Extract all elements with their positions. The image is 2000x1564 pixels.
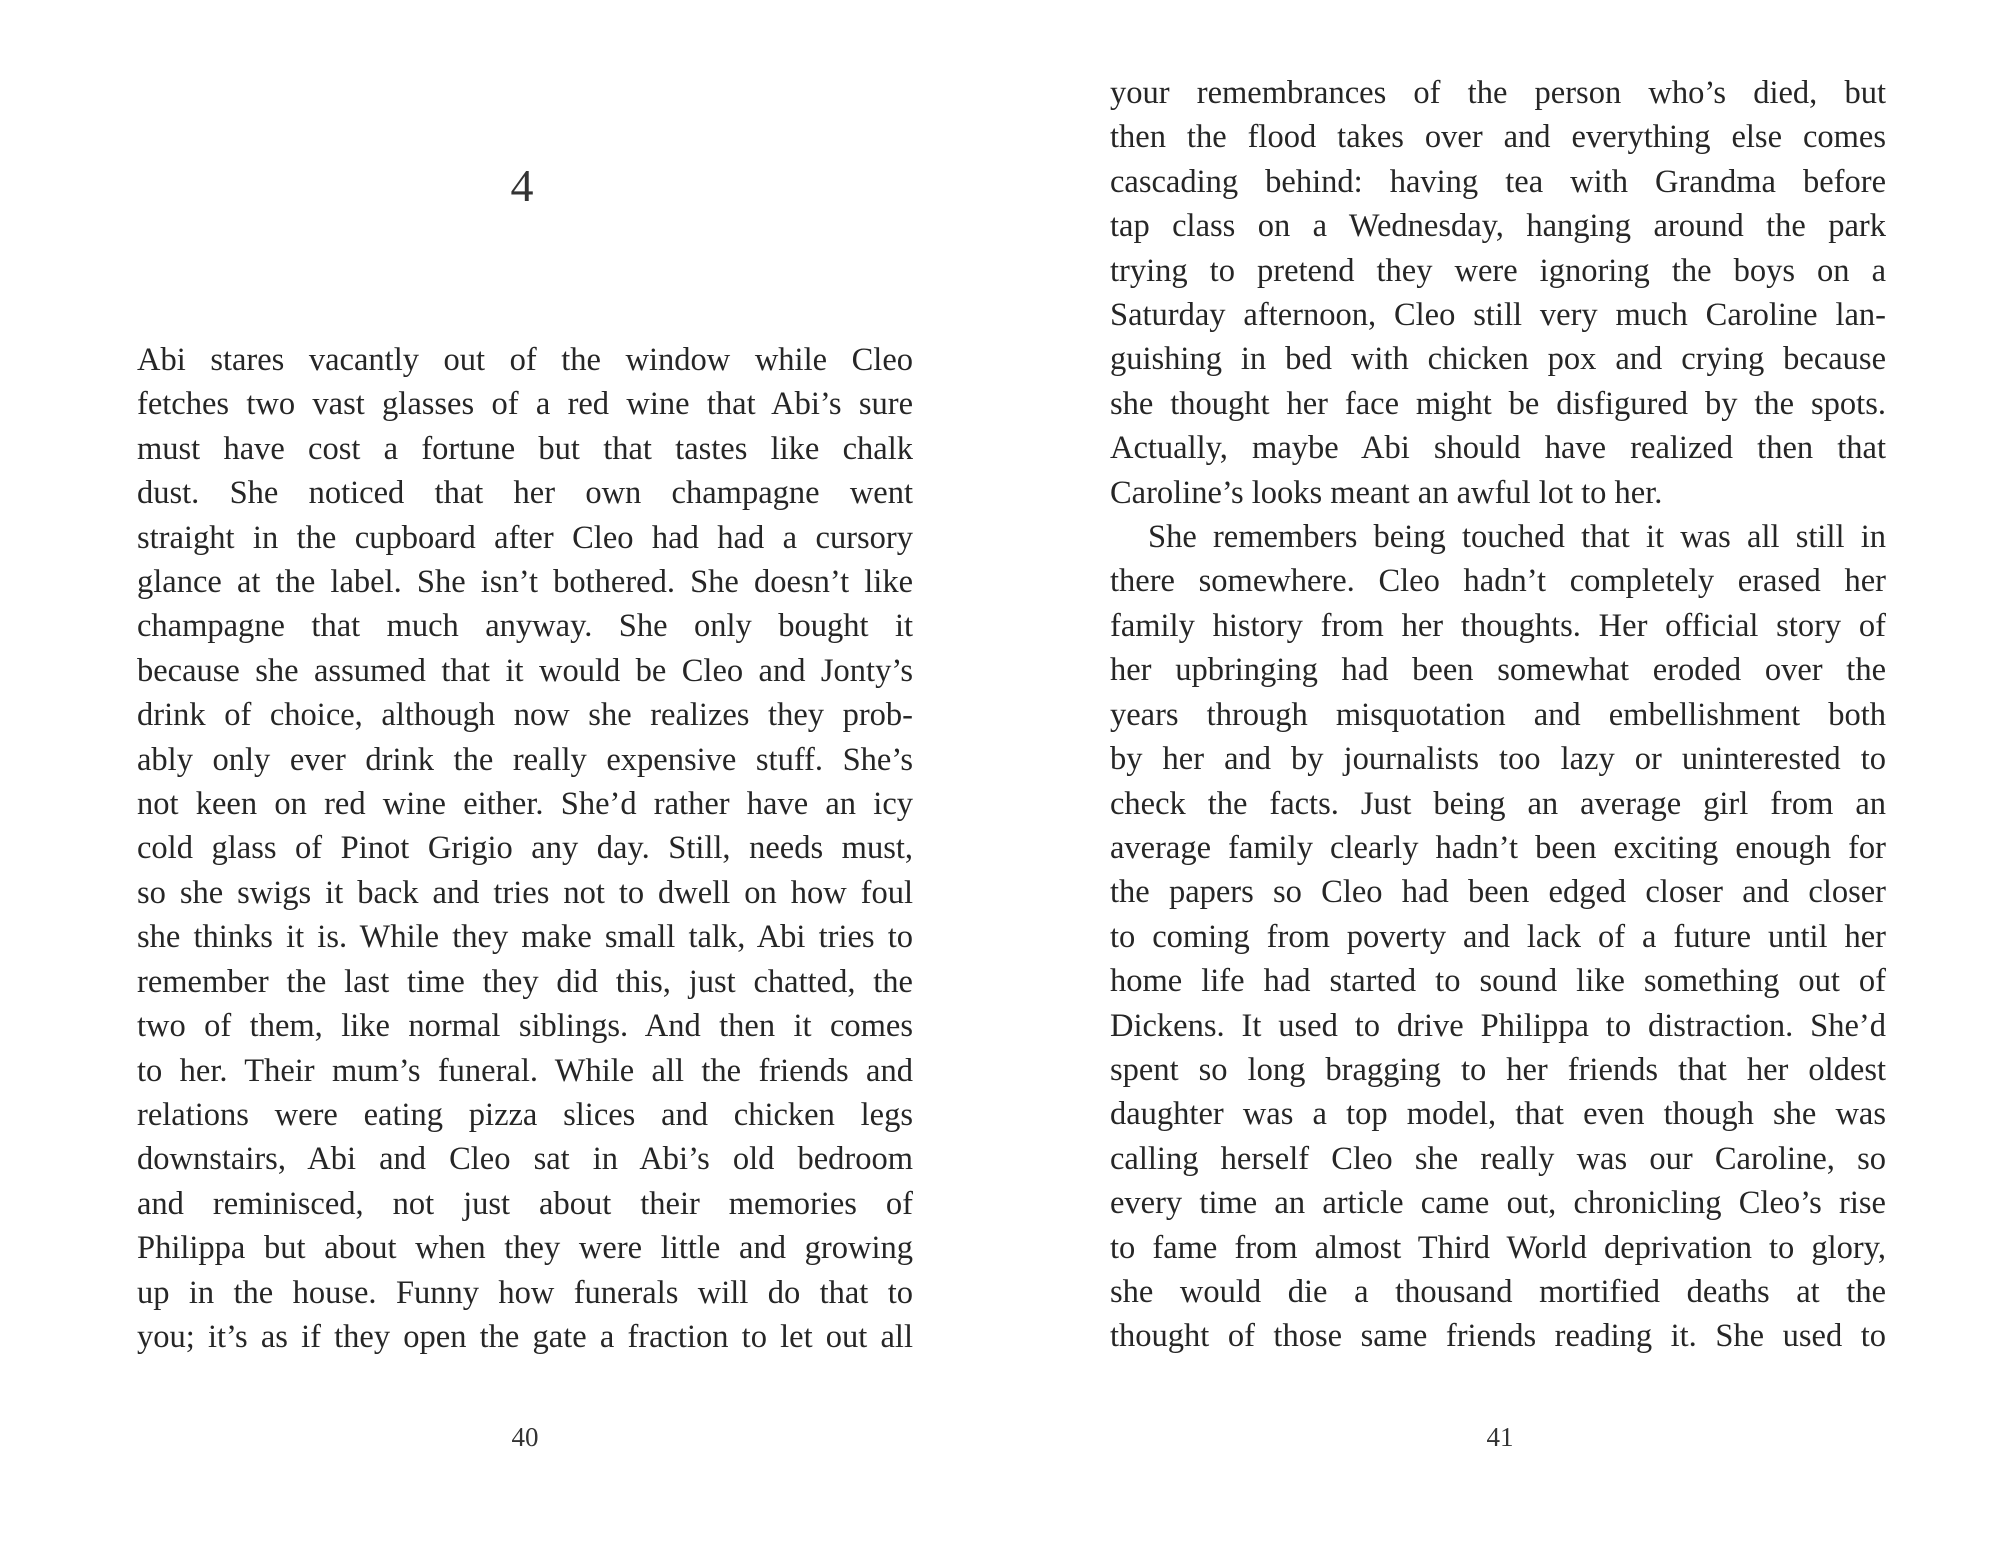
right-page <box>1000 0 2000 1564</box>
text-line: trying to pretend they were ignoring the boys on a <box>1110 252 1886 289</box>
text-line: ably only ever drink the really expensive stuff. She’s <box>137 741 913 778</box>
text-line: champagne that much anyway. She only bought it <box>137 608 913 645</box>
text-line: years through misquotation and embellishment both <box>1110 696 1886 733</box>
text-line: her upbringing had been somewhat eroded over the <box>1110 652 1886 689</box>
chapter-number: 4 <box>510 160 534 211</box>
text-line: average family clearly hadn’t been exciting enough for <box>1110 829 1886 866</box>
text-line: every time an article came out, chronicling Cleo’s rise <box>1110 1185 1886 1222</box>
text-line: to fame from almost Third World deprivation to glory, <box>1110 1229 1886 1266</box>
text-line: cascading behind: having tea with Grandma before <box>1110 163 1886 200</box>
text-line: Dickens. It used to drive Philippa to distraction. She’d <box>1110 1007 1886 1044</box>
text-line: Philippa but about when they were little and growing <box>137 1230 913 1267</box>
text-line: there somewhere. Cleo hadn’t completely erased her <box>1110 563 1886 600</box>
text-line: calling herself Cleo she really was our Caroline, so <box>1110 1140 1886 1177</box>
text-line: you; it’s as if they open the gate a fraction to let out all <box>137 1318 913 1355</box>
page-number: 40 <box>511 1422 539 1452</box>
text-line: remember the last time they did this, just chatted, the <box>137 963 913 1000</box>
text-line: by her and by journalists too lazy or uninterested to <box>1110 741 1886 778</box>
text-line: she would die a thousand mortified deaths at the <box>1110 1273 1886 1310</box>
page-number: 41 <box>1486 1422 1514 1452</box>
text-line: then the flood takes over and everything else comes <box>1110 119 1886 156</box>
text-line: not keen on red wine either. She’d rather have an icy <box>137 786 913 823</box>
right-page-text <box>1110 71 1886 1359</box>
text-line: dust. She noticed that her own champagne went <box>137 475 913 512</box>
left-page-text <box>137 338 913 1359</box>
text-line: glance at the label. She isn’t bothered. She doesn’t like <box>137 564 913 601</box>
text-line: she thought her face might be disfigured by the spots. <box>1110 385 1886 422</box>
text-line: check the facts. Just being an average girl from an <box>1110 785 1886 822</box>
text-line: she thinks it is. While they make small talk, Abi tries to <box>137 919 913 956</box>
text-line: tap class on a Wednesday, hanging around the park <box>1110 208 1886 245</box>
text-line: Saturday afternoon, Cleo still very much Caroline lan- <box>1110 297 1886 334</box>
text-line: drink of choice, although now she realizes they prob- <box>137 697 913 734</box>
text-line: Caroline’s looks meant an awful lot to her. <box>1110 474 1663 511</box>
text-line: your remembrances of the person who’s died, but <box>1110 75 1886 111</box>
text-line: to her. Their mum’s funeral. While all the friends and <box>137 1052 913 1089</box>
text-line: and reminisced, not just about their memories of <box>137 1185 913 1222</box>
text-line: Actually, maybe Abi should have realized then that <box>1110 430 1886 467</box>
text-line: fetches two vast glasses of a red wine that Abi’s sure <box>137 386 913 423</box>
text-line: because she assumed that it would be Cleo and Jonty’s <box>137 652 913 689</box>
text-line: straight in the cupboard after Cleo had had a cursory <box>137 519 913 556</box>
text-line: relations were eating pizza slices and chicken legs <box>137 1096 913 1133</box>
text-line: cold glass of Pinot Grigio any day. Still, needs must, <box>137 830 913 867</box>
text-line: guishing in bed with chicken pox and crying because <box>1110 341 1886 378</box>
text-line: must have cost a fortune but that tastes like chalk <box>137 430 913 467</box>
text-line: up in the house. Funny how funerals will do that to <box>137 1274 913 1311</box>
text-line: She remembers being touched that it was all still in <box>1148 519 1886 556</box>
text-line: downstairs, Abi and Cleo sat in Abi’s old bedroom <box>137 1141 913 1178</box>
text-line: family history from her thoughts. Her official story of <box>1110 607 1886 644</box>
text-line: daughter was a top model, that even though she was <box>1110 1096 1886 1133</box>
text-line: to coming from poverty and lack of a future until her <box>1110 918 1886 955</box>
text-line: spent so long bragging to her friends that her oldest <box>1110 1051 1886 1088</box>
text-line: home life had started to sound like something out of <box>1110 963 1886 1000</box>
text-line: two of them, like normal siblings. And then it comes <box>137 1008 913 1045</box>
text-line: the papers so Cleo had been edged closer and closer <box>1110 874 1886 911</box>
text-line: thought of those same friends reading it. She used to <box>1110 1318 1886 1355</box>
text-line: Abi stares vacantly out of the window while Cleo <box>137 342 913 378</box>
text-line: so she swigs it back and tries not to dwell on how foul <box>137 874 913 911</box>
